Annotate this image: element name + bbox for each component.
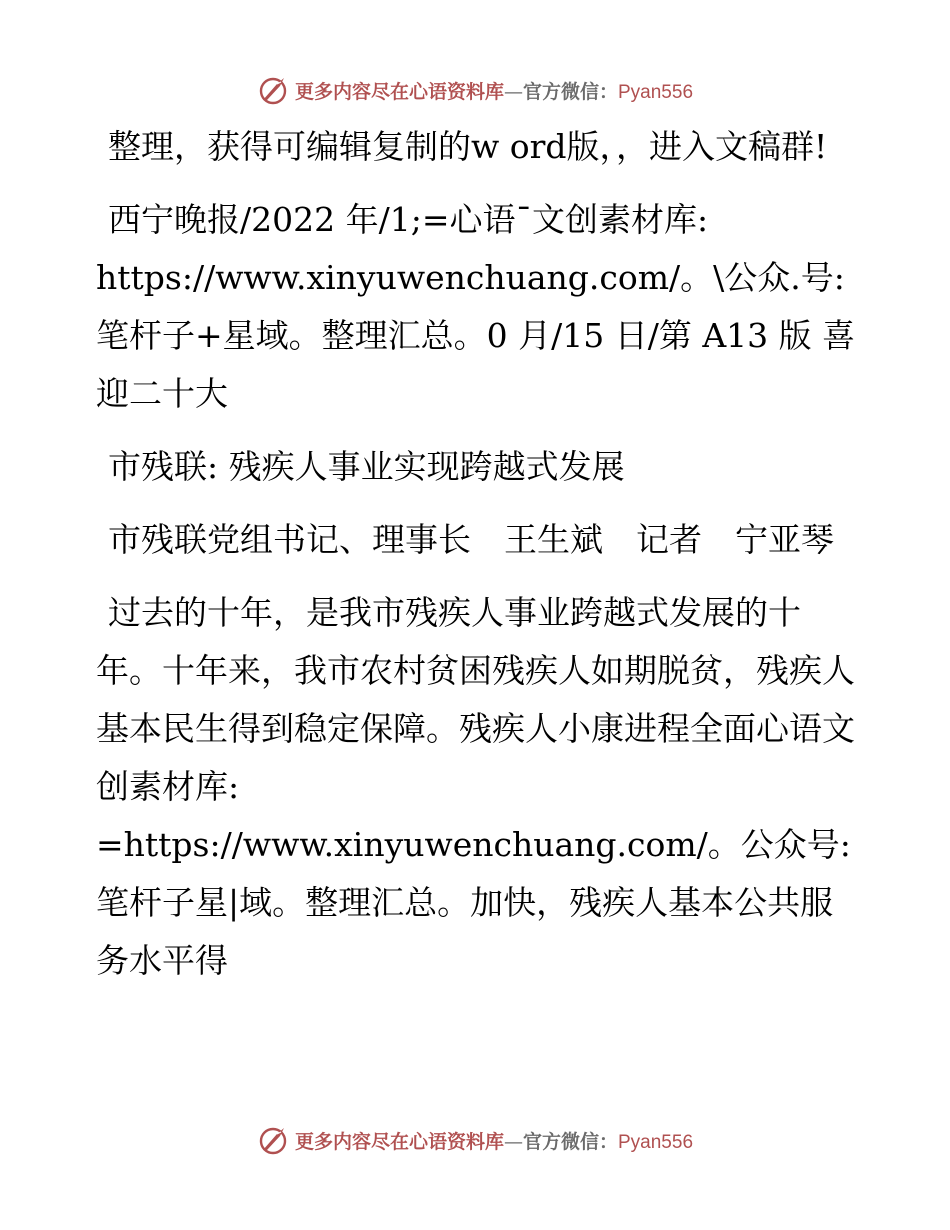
quill-pen-logo-icon bbox=[257, 1124, 289, 1156]
footer-watermark-banner bbox=[0, 1120, 950, 1160]
quill-pen-logo-icon bbox=[257, 74, 289, 106]
article-body-paragraph: 过去的十年，是我市残疾人事业跨越式发展的十年。十年来，我市农村贫困残疾人如期脱贫，残疾人基本民生得到稳定保障。残疾人小康进程全面心语文创素材库: =https://www.xinyuwenchuang.com/。公众号: 笔杆子星|域。整理汇总。加快，残疾人基本公共服务水平得 bbox=[96, 593, 855, 980]
paragraph-intro: 整理，获得可编辑复制的w ord版，，进入文稿群! bbox=[108, 127, 828, 166]
article-byline: 市残联党组书记、理事长 王生斌 记者 宁亚琴 bbox=[108, 520, 834, 559]
document-body bbox=[96, 118, 856, 1005]
article-title: 市残联: 残疾人事业实现跨越式发展 bbox=[108, 447, 625, 486]
paragraph-source: 西宁晚报/2022 年/1;=心语¯文创素材库: https://www.xinyuwenchuang.com/。\公众.号: 笔杆子+星域。整理汇总。0 月/15 日/第 A13 版 喜迎二十大 bbox=[96, 200, 856, 413]
header-watermark-banner bbox=[0, 70, 950, 110]
watermark-text: 更多内容尽在心语资料库—官方微信：Pyan556 bbox=[294, 80, 694, 103]
watermark-text: 更多内容尽在心语资料库—官方微信：Pyan556 bbox=[294, 1130, 694, 1153]
